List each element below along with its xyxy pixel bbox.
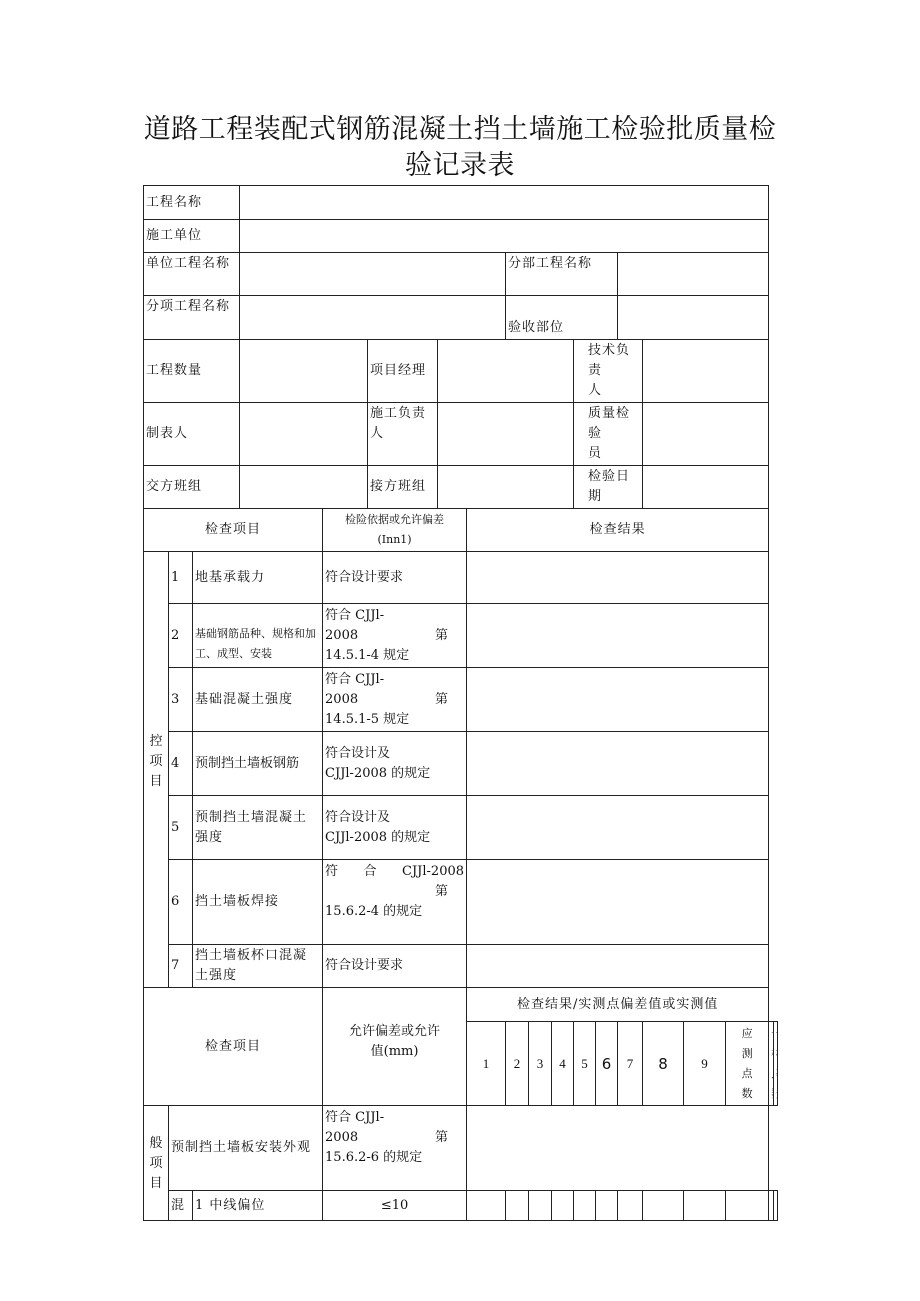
row-item: 预制挡土墙板钢筋	[193, 732, 323, 796]
section-char: 控	[149, 734, 163, 749]
label-sub-project: 分部工程名称	[506, 253, 618, 296]
label-qc-line1: 质量检验	[588, 406, 631, 441]
basis-line: 符合设计及	[325, 809, 391, 825]
row-number: 6	[169, 860, 193, 945]
point-cell[interactable]	[618, 1191, 643, 1221]
label-handover-team: 交方班组	[144, 466, 240, 509]
point-cell[interactable]	[467, 1191, 506, 1221]
row-item: 地基承载力	[193, 552, 323, 604]
main-control-header	[144, 509, 778, 552]
field-sub-project[interactable]	[618, 253, 769, 296]
row-item: 基础混凝土强度	[193, 668, 323, 732]
point-col: 6	[596, 1022, 618, 1106]
point-col: 8	[643, 1022, 684, 1106]
basis-year: 2008	[325, 627, 359, 643]
field-quantity[interactable]	[240, 340, 368, 403]
count-char: 数	[741, 1087, 753, 1100]
row-basis	[323, 552, 467, 604]
label-qc-line2: 员	[588, 446, 603, 461]
main-control-row-1	[144, 552, 778, 604]
general-header-row-1	[144, 988, 778, 1022]
basis-line	[325, 626, 464, 646]
general-row-item: 预制挡土墙板安装外观	[169, 1106, 323, 1191]
general-col-result: 检查结果/实测点偏差值或实测值	[467, 988, 769, 1022]
row-basis	[323, 945, 467, 988]
row-item: 挡土墙板焊接	[193, 860, 323, 945]
basis-word: CJJl-2008	[402, 864, 465, 879]
row-number: 2	[169, 604, 193, 668]
basis-di: 第	[435, 691, 449, 707]
row-result[interactable]	[467, 860, 769, 945]
general-col-tolerance-line1: 允许偏差或允许	[349, 1024, 441, 1039]
field-inspection-date[interactable]	[643, 466, 769, 509]
count-cell[interactable]	[773, 1191, 777, 1221]
basis-line: CJJl-2008 的规定	[325, 765, 431, 781]
basis-di: 第	[435, 627, 449, 643]
label-preparer: 制表人	[144, 403, 240, 466]
point-cell[interactable]	[506, 1191, 529, 1221]
count-col-rate	[773, 1022, 777, 1106]
col-header-result: 检查结果	[467, 509, 769, 552]
count-col-expected	[726, 1022, 769, 1106]
general-row-2	[144, 1191, 778, 1221]
basis-line: 15.6.2-6 的规定	[325, 1150, 423, 1165]
label-pm: 项目经理	[368, 340, 438, 403]
row-basis	[323, 604, 467, 668]
basis-line: CJJl-2008 的规定	[325, 829, 431, 845]
point-cell[interactable]	[552, 1191, 574, 1221]
basis-line: 符合设计要求	[325, 569, 404, 585]
general-col-tolerance-line2: 值(mm)	[370, 1044, 419, 1059]
label-tech-lead	[574, 340, 643, 403]
label-item-project: 分项工程名称	[144, 296, 240, 340]
row-result[interactable]	[467, 732, 769, 796]
count-char: 应	[741, 1027, 753, 1040]
title-line-2: 验记录表	[405, 150, 515, 181]
basis-line	[325, 690, 464, 710]
label-unit-project: 单位工程名称	[144, 253, 240, 296]
field-qc[interactable]	[643, 403, 769, 466]
point-cell[interactable]	[643, 1191, 684, 1221]
row-number: 3	[169, 668, 193, 732]
basis-line	[325, 862, 464, 882]
row-item: 挡土墙板杯口混凝土强度	[193, 945, 323, 988]
main-control-row-5	[144, 796, 778, 860]
basis-line: 14.5.1-4 规定	[325, 647, 410, 663]
row-result[interactable]	[467, 552, 769, 604]
field-acceptance-part[interactable]	[618, 296, 769, 340]
row-item: 基础钢筋品种、规格和加工、成型、安装	[193, 604, 323, 668]
section-char: 般	[149, 1136, 163, 1151]
point-col: 7	[618, 1022, 643, 1106]
section-char: 目	[149, 1176, 163, 1191]
row-result[interactable]	[467, 796, 769, 860]
basis-word: 符	[325, 864, 339, 879]
general-section-label	[144, 1106, 169, 1221]
row-basis	[323, 732, 467, 796]
row-item-project	[144, 296, 778, 340]
point-cell[interactable]	[574, 1191, 596, 1221]
general-row-item: 1 中线偏位	[193, 1191, 323, 1221]
col-header-basis	[323, 509, 467, 552]
row-number: 1	[169, 552, 193, 604]
row-preparer	[144, 403, 778, 466]
point-col: 2	[506, 1022, 529, 1106]
row-result[interactable]	[467, 668, 769, 732]
row-result[interactable]	[467, 604, 769, 668]
field-pm[interactable]	[438, 340, 574, 403]
field-project-name[interactable]	[240, 186, 769, 220]
basis-line: 符合设计要求	[325, 958, 404, 973]
general-row-category: 混	[169, 1191, 193, 1221]
field-unit-project[interactable]	[240, 253, 506, 296]
basis-line: 符合 CJJl-	[325, 671, 385, 687]
main-control-section-label	[144, 552, 169, 988]
main-control-row-4	[144, 732, 778, 796]
field-construction-lead[interactable]	[438, 403, 574, 466]
row-item: 预制挡土墙混凝土强度	[193, 796, 323, 860]
main-control-row-6	[144, 860, 778, 945]
label-acceptance-part: 验收部位	[506, 296, 618, 340]
general-col-tolerance	[323, 988, 467, 1106]
field-receiving-team[interactable]	[438, 466, 574, 509]
point-col: 4	[552, 1022, 574, 1106]
col-header-basis-line2: (Inn1)	[377, 533, 412, 546]
general-row-tolerance: ≤10	[323, 1191, 467, 1221]
general-row-result[interactable]	[467, 1106, 769, 1191]
count-char: 点	[741, 1067, 753, 1080]
basis-year: 2008	[325, 691, 359, 707]
basis-line: 15.6.2-4 的规定	[325, 904, 423, 919]
point-col: 3	[529, 1022, 552, 1106]
label-tech-lead-line2: 人	[588, 383, 603, 398]
row-quantity	[144, 340, 778, 403]
label-contractor: 施工单位	[144, 220, 240, 253]
count-cell[interactable]	[726, 1191, 769, 1221]
section-char: 项	[149, 1156, 163, 1171]
field-handover-team[interactable]	[240, 466, 368, 509]
basis-year: 2008	[325, 1130, 359, 1145]
general-col-item: 检查项目	[144, 988, 323, 1106]
row-contractor	[144, 220, 778, 253]
point-col: 9	[684, 1022, 726, 1106]
basis-di: 第	[435, 1130, 449, 1145]
label-qc	[574, 403, 643, 466]
label-tech-lead-line1: 技术负责	[588, 343, 631, 378]
row-basis	[323, 860, 467, 945]
basis-line: 14.5.1-5 规定	[325, 711, 410, 727]
count-char: 测	[741, 1047, 753, 1060]
point-col: 1	[467, 1022, 506, 1106]
general-row-basis	[323, 1106, 467, 1191]
label-quantity: 工程数量	[144, 340, 240, 403]
row-basis	[323, 668, 467, 732]
label-project-name: 工程名称	[144, 186, 240, 220]
row-number: 4	[169, 732, 193, 796]
main-control-row-3	[144, 668, 778, 732]
point-cell[interactable]	[684, 1191, 726, 1221]
basis-line: 第	[435, 884, 449, 899]
basis-word: 合	[363, 864, 377, 879]
row-unit-project	[144, 253, 778, 296]
label-receiving-team: 接方班组	[368, 466, 438, 509]
basis-line: 符合 CJJl-	[325, 607, 385, 623]
field-tech-lead[interactable]	[643, 340, 769, 403]
point-cell[interactable]	[596, 1191, 618, 1221]
point-cell[interactable]	[529, 1191, 552, 1221]
point-col: 5	[574, 1022, 596, 1106]
main-control-row-2	[144, 604, 778, 668]
row-number: 7	[169, 945, 193, 988]
field-preparer[interactable]	[240, 403, 368, 466]
row-project-name	[144, 186, 778, 220]
section-char: 目	[149, 774, 163, 789]
document-title	[120, 112, 800, 184]
inspection-record-table	[143, 185, 778, 1221]
general-row-1	[144, 1106, 778, 1191]
field-contractor[interactable]	[240, 220, 769, 253]
basis-line: 符合设计及	[325, 745, 391, 761]
title-line-1: 道路工程装配式钢筋混凝土挡土墙施工检验批质量检	[143, 114, 777, 145]
section-char: 项	[149, 754, 163, 769]
row-handover	[144, 466, 778, 509]
field-item-project[interactable]	[240, 296, 506, 340]
label-inspection-date: 检验日期	[574, 466, 643, 509]
row-basis	[323, 796, 467, 860]
row-result[interactable]	[467, 945, 769, 988]
row-number: 5	[169, 796, 193, 860]
basis-line: 符合 CJJl-	[325, 1110, 385, 1125]
main-control-row-7	[144, 945, 778, 988]
basis-line	[325, 1128, 464, 1148]
col-header-item: 检查项目	[144, 509, 323, 552]
col-header-basis-line1: 检险依据或允许偏差	[345, 513, 445, 526]
label-construction-lead: 施工负责人	[368, 403, 438, 466]
